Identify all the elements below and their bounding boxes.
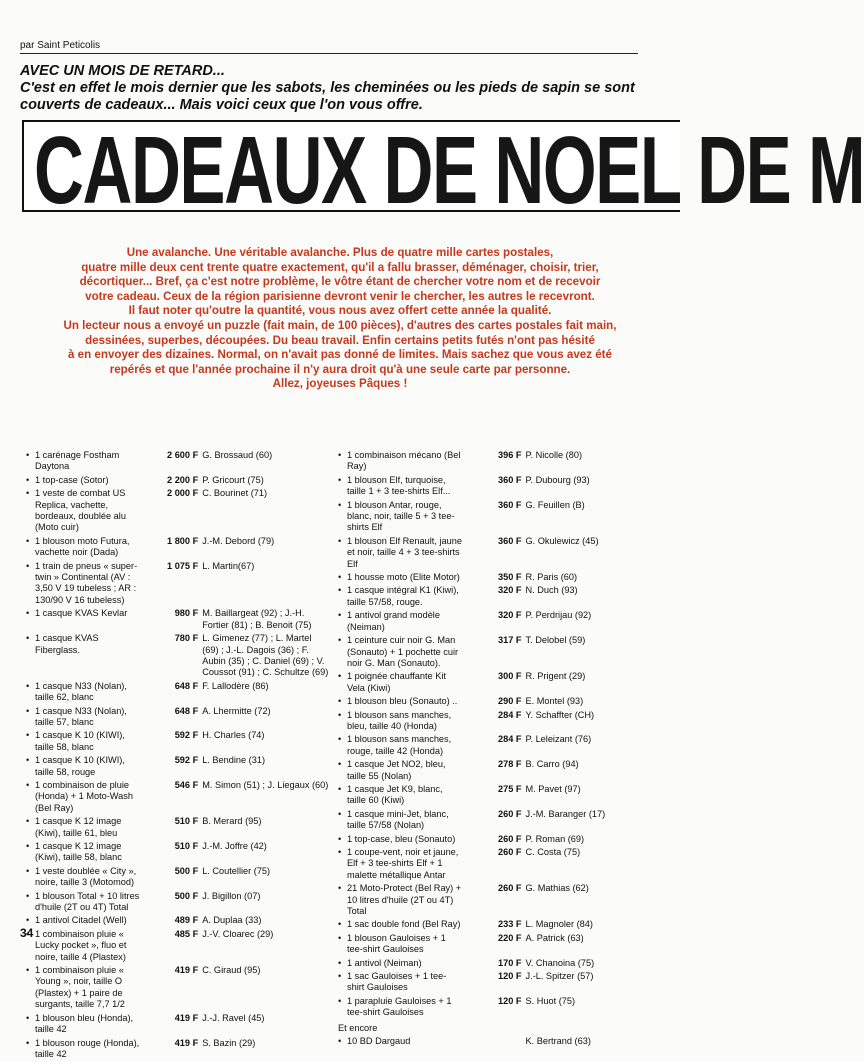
- kicker: [20, 63, 640, 114]
- prize-description: • 10 BD Dargaud: [338, 1036, 463, 1047]
- prize-row: [26, 866, 330, 889]
- prize-row: [26, 633, 330, 679]
- prize-description: • 1 blouson bleu (Honda), taille 42: [26, 1013, 143, 1036]
- prize-description: • 1 antivol grand modèle (Neiman): [338, 610, 463, 633]
- prize-value: 780 F: [174, 633, 199, 644]
- prize-row: [338, 500, 638, 534]
- prize-row: [26, 536, 330, 559]
- prize-value: 120 F: [498, 971, 522, 982]
- winner-names: L. Gimenez (77) ; L. Martel (69) ; J.-L. Dagois (36) ; F. Aubin (35) ; C. Daniel (69) ; V. Coussot (91) ; C. Schultze (69): [202, 633, 329, 678]
- winner-names: G. Mathias (62): [525, 883, 589, 894]
- prize-row: [338, 536, 638, 570]
- prize-value: 300 F: [498, 671, 522, 682]
- prize-value: 320 F: [498, 610, 522, 621]
- prize-description: • 1 ceinture cuir noir G. Man (Sonauto) + 1 pochette cuir noir G. Man (Sonauto).: [338, 635, 463, 669]
- prize-description: • 1 casque N33 (Nolan), taille 57, blanc: [26, 706, 143, 729]
- prize-row: [26, 780, 330, 814]
- prize-description: • 1 casque KVAS Fiberglass.: [26, 633, 143, 679]
- winner-names: P. Gricourt (75): [202, 474, 264, 485]
- prize-description: • 1 blouson moto Futura, vachette noir (Dada): [26, 536, 143, 559]
- prize-description: • 1 combinaison de pluie (Honda) + 1 Moto-Wash (Bel Ray): [26, 780, 143, 814]
- prize-row: [338, 450, 638, 473]
- prize-row: [26, 608, 330, 631]
- winner-names: L. Bendine (31): [202, 755, 266, 766]
- prize-description: • 1 top-case (Sotor): [26, 475, 143, 486]
- prize-value: 260 F: [498, 847, 522, 857]
- winner-names: G. Feuillen (B): [525, 499, 585, 510]
- prize-description: • 1 blouson Total + 10 litres d'huile (2T ou 4T) Total: [26, 891, 143, 914]
- prize-description: • 1 casque Jet K9, blanc, taille 60 (Kiwi): [338, 784, 463, 807]
- winner-names: S. Huot (75): [525, 995, 576, 1006]
- winner-names: R. Prigent (29): [525, 671, 586, 682]
- prize-value: 419 F: [174, 1037, 199, 1048]
- prize-value: 592 F: [174, 755, 199, 766]
- winner-names: P. Roman (69): [525, 833, 585, 844]
- winner-names: Y. Schaffter (CH): [525, 709, 595, 720]
- intro-line: dessinées, superbes, découpées. Du beau travail. Enfin certains petits futés n'ont pas hésité: [85, 333, 595, 347]
- prize-value: 648 F: [174, 705, 199, 716]
- prize-row: [338, 996, 638, 1019]
- prize-value: [463, 1036, 521, 1047]
- prize-row: [338, 958, 638, 969]
- prize-value: 1 075 F: [167, 560, 199, 571]
- winner-names: J.-M. Baranger (17): [525, 808, 606, 819]
- prize-value: 284 F: [498, 709, 522, 720]
- prize-row: [26, 706, 330, 729]
- prize-description: • 1 coupe-vent, noir et jaune, Elf + 3 tee-shirts Elf + 1 malette métallique Antar: [338, 847, 463, 881]
- prize-value: 546 F: [174, 779, 199, 790]
- prize-description: • 1 blouson Antar, rouge, blanc, noir, taille 5 + 3 tee-shirts Elf: [338, 500, 463, 534]
- page-number: 34: [20, 926, 34, 940]
- winner-names: F. Lallodère (86): [202, 680, 269, 691]
- winner-names: J.-M. Joffre (42): [202, 841, 267, 851]
- prize-description: • 1 antivol Citadel (Well): [26, 915, 143, 926]
- winner-names: S. Bazin (29): [202, 1037, 256, 1048]
- prize-description: • 1 housse moto (Elite Motor): [338, 572, 463, 583]
- prize-description: • 1 casque K 10 (KIWI), taille 58, blanc: [26, 730, 143, 753]
- intro-line: Une avalanche. Une véritable avalanche. Plus de quatre mille cartes postales,: [126, 246, 554, 259]
- prize-row: [338, 1036, 638, 1047]
- winner-names: C. Giraud (95): [202, 965, 261, 976]
- prize-value: 500 F: [174, 865, 199, 876]
- prize-value: 220 F: [498, 932, 522, 943]
- prize-description: • 1 casque K 12 image (Kiwi), taille 58, blanc: [26, 841, 143, 864]
- prize-row: [338, 759, 638, 782]
- prize-description: • 1 casque mini-Jet, blanc, taille 57/58 (Nolan): [338, 809, 463, 832]
- prize-description: • 1 blouson sans manches, bleu, taille 40 (Honda): [338, 710, 463, 733]
- prize-row: [338, 971, 638, 994]
- winner-names: J.-J. Ravel (45): [202, 1012, 265, 1023]
- prize-row: [26, 1038, 330, 1061]
- winner-names: G. Okulewicz (45): [525, 535, 599, 546]
- prize-description: • 21 Moto-Protect (Bel Ray) + 10 litres d'huile (2T ou 4T) Total: [338, 883, 463, 917]
- prize-value: 233 F: [498, 919, 522, 930]
- winner-names: E. Montel (93): [525, 696, 584, 707]
- winner-names: M. Pavet (97): [525, 783, 581, 794]
- prize-value: 592 F: [174, 730, 199, 741]
- winner-names: L. Martin(67): [202, 560, 255, 571]
- prize-value: 980 F: [174, 608, 199, 619]
- winner-names: J. Bigillon (07): [202, 890, 261, 901]
- prize-description: • 1 combinaison mécano (Bel Ray): [338, 450, 463, 473]
- winner-names: A. Patrick (63): [525, 932, 584, 943]
- prize-description: • 1 top-case, bleu (Sonauto): [338, 834, 463, 845]
- prize-row: [26, 965, 330, 1011]
- prize-value: 120 F: [498, 995, 522, 1006]
- winner-names: P. Dubourg (93): [525, 474, 590, 485]
- byline: par Saint Peticolis: [20, 40, 101, 51]
- intro-line: à en envoyer des dizaines. Normal, on n'avait pas donné de limites. Mais sachez que vous avez été: [68, 348, 612, 362]
- prize-row: [338, 710, 638, 733]
- prize-row: [338, 834, 638, 845]
- prize-value: 2 200 F: [167, 474, 199, 485]
- prize-row: [338, 671, 638, 694]
- prize-row: [26, 561, 330, 607]
- intro-text: [34, 246, 646, 392]
- intro-line: Allez, joyeuses Pâques !: [272, 377, 408, 391]
- prize-row: [26, 730, 330, 753]
- winner-names: J.-M. Debord (79): [202, 535, 275, 546]
- prize-value: 419 F: [174, 965, 199, 976]
- prize-description: • 1 casque K 12 image (Kiwi), taille 61, bleu: [26, 816, 143, 839]
- prize-row: [338, 696, 638, 707]
- prize-row: [338, 919, 638, 930]
- prize-row: [26, 450, 330, 473]
- prize-row: [338, 734, 638, 757]
- prize-row: [338, 883, 638, 917]
- winner-names: L. Magnoler (84): [525, 919, 593, 930]
- title-banner: [22, 117, 864, 224]
- prize-description: • 1 veste doublée « City », noire, taille 3 (Motomod): [26, 866, 143, 889]
- prize-value: 485 F: [174, 928, 199, 939]
- prize-description: • 1 blouson Elf Renault, jaune et noir, taille 4 + 3 tee-shirts Elf: [338, 536, 463, 570]
- prize-value: 2 000 F: [167, 488, 199, 499]
- prize-row: [26, 891, 330, 914]
- extra-heading: Et encore: [338, 1022, 378, 1033]
- winner-names: P. Perdrijau (92): [525, 610, 592, 621]
- winner-names: P. Nicolle (80): [525, 450, 583, 460]
- winner-names: P. Leleizant (76): [525, 734, 592, 745]
- prize-row: [26, 929, 330, 963]
- prize-row: [338, 847, 638, 881]
- winner-names: R. Paris (60): [525, 572, 578, 583]
- prize-row: [26, 841, 330, 864]
- prize-value: 360 F: [498, 535, 522, 546]
- prize-description: • 1 blouson Gauloises + 1 tee-shirt Gauloises: [338, 933, 463, 956]
- intro-line: Un lecteur nous a envoyé un puzzle (fait main, de 100 pièces), d'autres des cartes postales fait main,: [63, 318, 617, 332]
- prize-value: 290 F: [498, 696, 522, 707]
- prize-row: [338, 610, 638, 633]
- winner-names: V. Chanoina (75): [525, 957, 595, 968]
- winner-names: C. Bourinet (71): [202, 488, 268, 499]
- prize-value: 1 800 F: [167, 535, 199, 546]
- intro-line: repérés et que l'année prochaine il n'y aura droit qu'à une seule carte par personne.: [109, 362, 571, 376]
- prize-description: • 1 sac double fond (Bel Ray): [338, 919, 463, 930]
- winner-names: J.-L. Spitzer (57): [525, 971, 594, 982]
- prize-row: [26, 488, 330, 534]
- prize-value: 260 F: [498, 883, 522, 894]
- prize-description: • 1 blouson bleu (Sonauto) ..: [338, 696, 463, 707]
- prize-row: [26, 816, 330, 839]
- prize-description: • 1 carénage Fostham Daytona: [26, 450, 143, 473]
- prize-row: [338, 475, 638, 498]
- prize-description: • 1 casque N33 (Nolan), taille 62, blanc: [26, 681, 143, 704]
- winner-names: T. Delobel (59): [525, 635, 586, 646]
- prize-description: • 1 casque intégral K1 (Kiwi), taille 57/58, rouge.: [338, 585, 463, 608]
- prize-value: 510 F: [174, 816, 199, 827]
- prize-description: • 1 combinaison pluie « Young », noir, taille O (Plastex) + 1 paire de surgants, taille 7,7 1/2: [26, 965, 143, 1011]
- winner-names: G. Brossaud (60): [202, 450, 273, 460]
- prize-description: • 1 casque Jet NO2, bleu, taille 55 (Nolan): [338, 759, 463, 782]
- prize-value: 317 F: [498, 635, 522, 646]
- prize-value: 275 F: [498, 783, 522, 794]
- prize-row: [26, 915, 330, 926]
- winner-names: L. Coutellier (75): [202, 865, 271, 876]
- prize-description: • 1 blouson rouge (Honda), taille 42: [26, 1038, 143, 1061]
- prize-row: [26, 755, 330, 778]
- header-rule: [20, 53, 638, 54]
- prize-description: • 1 poignée chauffante Kit Vela (Kiwi): [338, 671, 463, 694]
- intro-line: quatre mille deux cent trente quatre exactement, qu'il a fallu brasser, déménager, choisir, trier,: [81, 260, 599, 274]
- prize-description: • 1 blouson Elf, turquoise, taille 1 + 3 tee-shirts Elf...: [338, 475, 463, 498]
- prize-value: 396 F: [498, 450, 522, 460]
- prize-row: [338, 585, 638, 608]
- winner-names: M. Simon (51) ; J. Liegaux (60): [202, 779, 329, 790]
- winner-names: M. Baillargeat (92) ; J.-H. Fortier (81) ; B. Benoit (75): [202, 608, 312, 630]
- prize-description: • 1 casque KVAS Kevlar: [26, 608, 143, 631]
- prize-value: 278 F: [498, 759, 522, 770]
- intro-line: votre cadeau. Ceux de la région parisienne devront venir le chercher, les autres le recevront.: [85, 289, 595, 303]
- prize-row: [338, 809, 638, 832]
- prize-value: 510 F: [174, 841, 199, 851]
- intro-line: décortiquer... Bref, ça c'est notre problème, le vôtre étant de chercher votre nom et de recevoir: [79, 275, 601, 289]
- kicker-headline: AVEC UN MOIS DE RETARD...: [20, 63, 225, 79]
- prize-value: 489 F: [174, 915, 199, 926]
- kicker-subline: C'est en effet le mois dernier que les sabots, les cheminées ou les pieds de sapin se sont couverts de cadeaux... Mais voici ceux que l'on vous offre.: [20, 80, 635, 113]
- prize-value: 419 F: [174, 1012, 199, 1023]
- winner-names: J.-V. Cloarec (29): [202, 928, 274, 939]
- prize-description: • 1 blouson sans manches, rouge, taille 42 (Honda): [338, 734, 463, 757]
- prize-description: • 1 combinaison pluie « Lucky pocket », fluo et noire, taille 4 (Plastex): [26, 929, 143, 963]
- left-column: [26, 450, 330, 1062]
- prize-value: 648 F: [174, 680, 199, 691]
- prize-value: 360 F: [498, 474, 522, 485]
- winner-names: K. Bertrand (63): [525, 1036, 591, 1047]
- prize-row: [26, 475, 330, 486]
- winner-names: H. Charles (74): [202, 730, 265, 741]
- winner-names: C. Costa (75): [525, 847, 581, 857]
- prize-description: • 1 train de pneus « super-twin » Continental (AV : 3,50 V 19 tubeless ; AR : 130/90 V 16 tubeless): [26, 561, 143, 607]
- prize-description: • 1 parapluie Gauloises + 1 tee-shirt Gauloises: [338, 996, 463, 1019]
- prize-value: 260 F: [498, 808, 522, 819]
- prize-row: [338, 784, 638, 807]
- prize-value: 360 F: [498, 499, 522, 510]
- winner-names: B. Carro (94): [525, 759, 579, 770]
- prize-value: 284 F: [498, 734, 522, 745]
- prize-description: • 1 sac Gauloises + 1 tee-shirt Gauloises: [338, 971, 463, 994]
- prize-value: 500 F: [174, 890, 199, 901]
- prize-description: • 1 casque K 10 (KIWI), taille 58, rouge: [26, 755, 143, 778]
- intro-line: Il faut noter qu'outre la quantité, vous nous avez offert cette année la qualité.: [128, 304, 552, 318]
- winner-names: A. Lhermitte (72): [202, 705, 271, 716]
- winner-names: B. Merard (95): [202, 816, 262, 827]
- prize-row: [26, 1013, 330, 1036]
- prize-description: • 1 antivol (Neiman): [338, 958, 463, 969]
- right-column: [338, 450, 638, 1050]
- prize-description: • 1 veste de combat US Replica, vachette, bordeaux, doublée alu (Moto cuir): [26, 488, 143, 534]
- prize-value: 320 F: [498, 585, 522, 596]
- prize-row: [338, 635, 638, 669]
- prize-value: 260 F: [498, 833, 522, 844]
- winner-names: A. Duplaa (33): [202, 915, 262, 926]
- page-title: CADEAUX DE NOEL DE M: [34, 117, 864, 224]
- prize-row: [26, 681, 330, 704]
- winner-names: N. Duch (93): [525, 585, 578, 596]
- prize-value: 2 600 F: [167, 450, 199, 460]
- prize-value: 170 F: [498, 957, 522, 968]
- prize-row: [338, 933, 638, 956]
- prize-value: 350 F: [498, 572, 522, 583]
- prize-row: [338, 572, 638, 583]
